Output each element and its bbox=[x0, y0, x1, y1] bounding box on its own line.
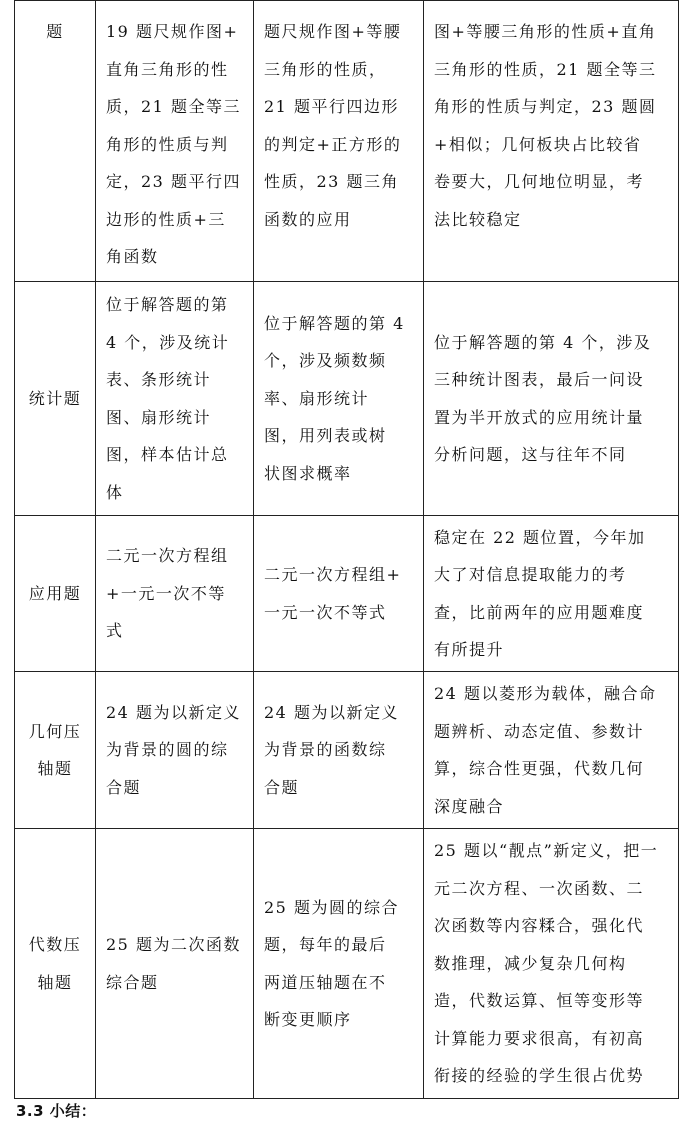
year-2020-cell bbox=[424, 282, 679, 516]
cell-text-line: 二元一次方程组+ bbox=[264, 565, 402, 584]
cell-text-line: 题，每年的最后 bbox=[264, 935, 387, 954]
question-type-cell bbox=[15, 672, 96, 829]
cell-text-line: 角形的性质与判定，23 题圆 bbox=[434, 97, 657, 116]
cell-text-line: 统计题 bbox=[28, 388, 82, 408]
cell-text-line: 分析问题，这与往年不同 bbox=[434, 445, 627, 464]
question-type-cell bbox=[15, 516, 96, 672]
table-row bbox=[15, 282, 679, 516]
cell-text-line: 计算能力要求很高，有初高 bbox=[434, 1028, 645, 1048]
year-2019-cell bbox=[254, 829, 424, 1099]
question-type-cell bbox=[15, 1, 96, 282]
cell-text-line: 二元一次方程组 bbox=[106, 546, 229, 566]
year-2018-cell bbox=[96, 1, 254, 282]
year-2019-cell bbox=[254, 516, 424, 672]
year-2018-cell bbox=[96, 672, 254, 829]
cell-text-line: +一元一次不等 bbox=[106, 583, 226, 603]
cell-text-line: 轴题 bbox=[37, 759, 73, 778]
cell-text-line: 位于解答题的第 4 bbox=[264, 313, 405, 333]
year-2020-cell bbox=[424, 672, 679, 829]
question-type-cell bbox=[15, 829, 96, 1099]
section-heading: 3.3 小结： bbox=[16, 1102, 97, 1120]
cell-text-line: 角函数 bbox=[106, 247, 159, 266]
cell-text-line: 角形的性质与判 bbox=[106, 134, 229, 154]
cell-text-line: 三种统计图表，最后一问设 bbox=[434, 370, 645, 389]
cell-text-line: 图+等腰三角形的性质+直角 bbox=[434, 22, 657, 41]
table-row bbox=[15, 516, 679, 672]
cell-text-line: 衔接的经验的学生很占优势 bbox=[434, 1066, 645, 1086]
year-2020-cell bbox=[424, 829, 679, 1099]
cell-text-line: 25 题为二次函数 bbox=[106, 935, 241, 954]
cell-text-line: 24 题以菱形为载体，融合命 bbox=[434, 684, 657, 703]
year-2019-cell bbox=[254, 1, 424, 282]
cell-text-line: 一元一次不等式 bbox=[264, 602, 387, 622]
year-2018-cell bbox=[96, 516, 254, 672]
cell-text-line: 题辨析、动态定值、参数计 bbox=[434, 721, 645, 741]
cell-text-line: 合题 bbox=[106, 777, 142, 797]
cell-text-line: 两道压轴题在不 bbox=[264, 972, 387, 992]
cell-text-line: 三角形的性质， bbox=[264, 59, 387, 79]
cell-text-line: 率、扇形统计 bbox=[264, 388, 370, 408]
cell-text-line: 边形的性质+三 bbox=[106, 209, 226, 229]
cell-text-line: 25 题以“靓点”新定义，把一 bbox=[434, 841, 659, 861]
year-2018-cell bbox=[96, 829, 254, 1099]
cell-text-line: 轴题 bbox=[37, 972, 73, 992]
exam-comparison-table bbox=[14, 0, 679, 1099]
cell-text-line: 合题 bbox=[264, 777, 300, 797]
cell-text-line: 位于解答题的第 4 个，涉及 bbox=[434, 332, 652, 352]
cell-text-line: 直角三角形的性 bbox=[106, 59, 229, 79]
cell-text-line: +相似；几何板块占比较省 bbox=[434, 134, 642, 154]
table-row bbox=[15, 672, 679, 829]
cell-text-line: 24 题为以新定义 bbox=[106, 702, 241, 722]
cell-text-line: 三角形的性质，21 题全等三 bbox=[434, 59, 657, 79]
cell-text-line: 次函数等内容糅合，强化代 bbox=[434, 916, 645, 936]
cell-text-line: 法比较稳定 bbox=[434, 209, 522, 229]
cell-text-line: 卷要大，几何地位明显，考 bbox=[434, 172, 645, 191]
year-2020-cell bbox=[424, 516, 679, 672]
cell-text-line: 为背景的圆的综 bbox=[106, 740, 229, 760]
cell-text-line: 造，代数运算、恒等变形等 bbox=[434, 991, 645, 1011]
cell-text-line: 题尺规作图+等腰 bbox=[264, 22, 402, 41]
cell-text-line: 定，23 题平行四 bbox=[106, 172, 241, 191]
question-type-cell bbox=[15, 282, 96, 516]
cell-text-line: 25 题为圆的综合 bbox=[264, 897, 399, 917]
year-2019-cell bbox=[254, 672, 424, 829]
cell-text-line: 状图求概率 bbox=[264, 463, 352, 483]
cell-text-line: 图，用列表或树 bbox=[264, 426, 387, 446]
cell-text-line: 代数压 bbox=[28, 935, 82, 954]
cell-text-line: 21 题平行四边形 bbox=[264, 97, 399, 116]
cell-text-line: 个，涉及频数频 bbox=[264, 351, 387, 371]
cell-text-line: 深度融合 bbox=[434, 796, 505, 816]
cell-text-line: 几何压 bbox=[28, 721, 82, 741]
cell-text-line: 题 bbox=[46, 22, 64, 41]
cell-text-line: 数推理，减少复杂几何构 bbox=[434, 953, 627, 973]
table-row bbox=[15, 1, 679, 282]
cell-text-line: 图、扇形统计 bbox=[106, 407, 212, 427]
cell-text-line: 算，综合性更强，代数几何 bbox=[434, 759, 645, 778]
cell-text-line: 断变更顺序 bbox=[264, 1010, 352, 1029]
cell-text-line: 24 题为以新定义 bbox=[264, 702, 399, 722]
year-2020-cell bbox=[424, 1, 679, 282]
cell-text-line: 置为半开放式的应用统计量 bbox=[434, 407, 645, 427]
cell-text-line: 4 个，涉及统计 bbox=[106, 332, 230, 352]
cell-text-line: 查，比前两年的应用题难度 bbox=[434, 602, 645, 622]
cell-text-line: 大了对信息提取能力的考 bbox=[434, 565, 627, 584]
cell-text-line: 式 bbox=[106, 621, 124, 641]
cell-text-line: 表、条形统计 bbox=[106, 370, 212, 389]
cell-text-line: 性质，23 题三角 bbox=[264, 172, 399, 191]
year-2019-cell bbox=[254, 282, 424, 516]
cell-text-line: 的判定+正方形的 bbox=[264, 134, 402, 154]
cell-text-line: 有所提升 bbox=[434, 640, 505, 659]
cell-text-line: 应用题 bbox=[28, 583, 82, 603]
cell-text-line: 元二次方程、一次函数、二 bbox=[434, 878, 645, 898]
cell-text-line: 位于解答题的第 bbox=[106, 295, 229, 314]
cell-text-line: 稳定在 22 题位置，今年加 bbox=[434, 527, 646, 547]
cell-text-line: 综合题 bbox=[106, 972, 159, 992]
cell-text-line: 为背景的函数综 bbox=[264, 740, 387, 760]
year-2018-cell bbox=[96, 282, 254, 516]
cell-text-line: 函数的应用 bbox=[264, 209, 352, 229]
table-row bbox=[15, 829, 679, 1099]
cell-text-line: 图，样本估计总 bbox=[106, 445, 229, 464]
cell-text-line: 体 bbox=[106, 482, 124, 502]
cell-text-line: 19 题尺规作图+ bbox=[106, 22, 239, 41]
cell-text-line: 质，21 题全等三 bbox=[106, 97, 241, 116]
